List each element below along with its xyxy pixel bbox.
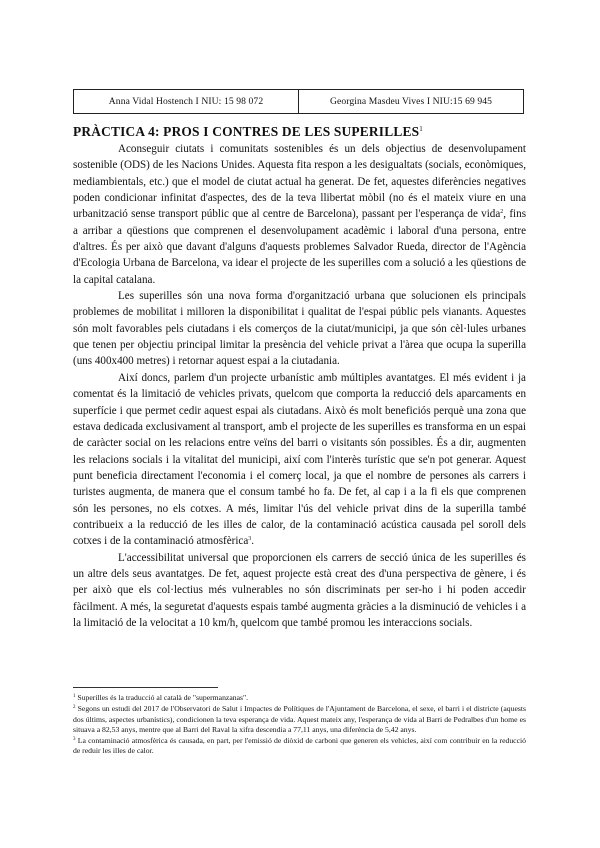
paragraph-text-continued: . bbox=[251, 535, 255, 548]
footnote-mark: 3 bbox=[248, 536, 252, 543]
paragraph-1 bbox=[73, 141, 526, 288]
footnote-text: Superilles és la traducció al català de "supermanzanas". bbox=[75, 693, 249, 702]
footnote-number: 2 bbox=[73, 705, 76, 711]
footnote-number: 3 bbox=[73, 737, 76, 743]
body-text bbox=[73, 141, 526, 631]
author-left: Anna Vidal Hostench I NIU: 15 98 072 bbox=[108, 96, 264, 107]
footnote-1 bbox=[73, 693, 526, 703]
paragraph-4 bbox=[73, 550, 526, 632]
paragraph-text-continued: , fins a arribar a qüestions que comprenen el desenvolupament acadèmic i laboral d'una persona, entre d'altres. És per això que davant d'alguns d'aquests problemes Salvador Rueda, director de l'Agència d'Ecologia Urbana de Barcelona, va idear el projecte de les superilles com a solució a les qüestions de la capital catalana. bbox=[73, 208, 527, 286]
footnote-number: 1 bbox=[73, 694, 76, 699]
author-right: Georgina Masdeu Vives I NIU:15 69 945 bbox=[298, 90, 523, 113]
paragraph-3 bbox=[73, 370, 526, 550]
footnote-2 bbox=[73, 704, 526, 735]
footnote-text: La contaminació atmosfèrica és causada, en part, per l'emissió de diòxid de carboni que generen els vehicles, així com contribuir en la reducció de reduir les illes de calor. bbox=[73, 736, 526, 756]
authors-table bbox=[73, 89, 524, 114]
page-title bbox=[73, 124, 533, 140]
paragraph-text: Aconseguir ciutats i comunitats sostenibles és un dels objectius de desenvolupament sostenible (ODS) de les Nacions Unides. Aquesta fita respon a les desigualtats (socials, econòmiques, mediambientals, etc.) que el model de ciutat actual ha generat. De fet, aquestes diferències negatives poden condicionar infinitat d'aspectes, des de la teva llibertat mòbil (no és el mateix viure en una urbanització sense transport públic que al centre de Barcelona), passant per l'esperança de vida bbox=[73, 143, 526, 221]
footnotes bbox=[73, 693, 526, 758]
paragraph-text: Així doncs, parlem d'un projecte urbanístic amb múltiples avantatges. El més evident i ja comentat és la limitació de vehicles privats, quelcom que comporta la reducció dels aparcaments en superfície i que permet cedir aquest espai als ciutadans. Això és molt beneficiós perquè una zona que estava dedicada exclusivament al transport, amb el projecte de les superilles es transforma en un espai de caràcter social on les relacions entre veïns del barri o visitants són possibles. És a dir, augmenten les relacions socials i la vitalitat del municipi, així com l'interès turístic que se'n pot generar. Aquest punt beneficia directament l'economia i el comerç local, ja que el nombre de persones als carrers i turistes augmenta, de manera que el consum també ho fa. De fet, al cap i a la fi els que comprenen són les persones, no els cotxes. A més, limitar l'ús del vehicle privat dins de la superilla també contribueix a la reducció de les illes de calor, de la contaminació acústica causada pel soroll dels cotxes i de la contaminació atmosfèrica bbox=[73, 371, 526, 548]
footnote-mark: 2 bbox=[500, 209, 504, 216]
paragraph-text: Les superilles són una nova forma d'organització urbana que solucionen els principals problemes de mobilitat i milloren la disponibilitat i qualitat de l'espai públic pels vianants. Aquestes són molt favorables pels ciutadans i els comerços de la ciutat/municipi, ja que són cèl·lules urbanes que tenen per objectiu principal limitar la presència del vehicle privat a l'àrea que ocupa la superilla (uns 400x400 metres) i retornar aquest espai a la ciutadania. bbox=[73, 290, 526, 368]
paragraph-2 bbox=[73, 288, 526, 370]
title-text: PRÀCTICA 4: PROS I CONTRES DE LES SUPERILLES bbox=[73, 124, 420, 139]
footnote-divider bbox=[73, 687, 218, 688]
title-footnote-mark: 1 bbox=[419, 125, 423, 133]
footnote-3 bbox=[73, 736, 526, 757]
footnote-text: Segons un estudi del 2017 de l'Observatori de Salut i Impactes de Polítiques de l'Ajuntament de Barcelona, el sexe, el barri i el districte (aquests dos últims, aspectes urbanístics), condicionen la teva esperança de vida. Aquest mateix any, l'esperança de vida al Barri de Pedralbes d'un home es situava a 82,53 anys, mentre que al Barri del Raval la xifra descendia a 77,11 anys, una diferència de 5,42 anys. bbox=[73, 704, 526, 734]
paragraph-text: L'accessibilitat universal que proporcionen els carrers de secció única de les superilles és un altre dels seus avantatges. De fet, aquest projecte està creat des d'una perspectiva de gènere, i és per això que els col·lectius més vulnerables no són discriminats per ser-ho i hi poden accedir fàcilment. A més, la seguretat d'aquests espais també augmenta gràcies a la disminució de vehicles i a la limitació de la velocitat a 10 km/h, quelcom que també promou les interaccions socials. bbox=[73, 551, 526, 629]
